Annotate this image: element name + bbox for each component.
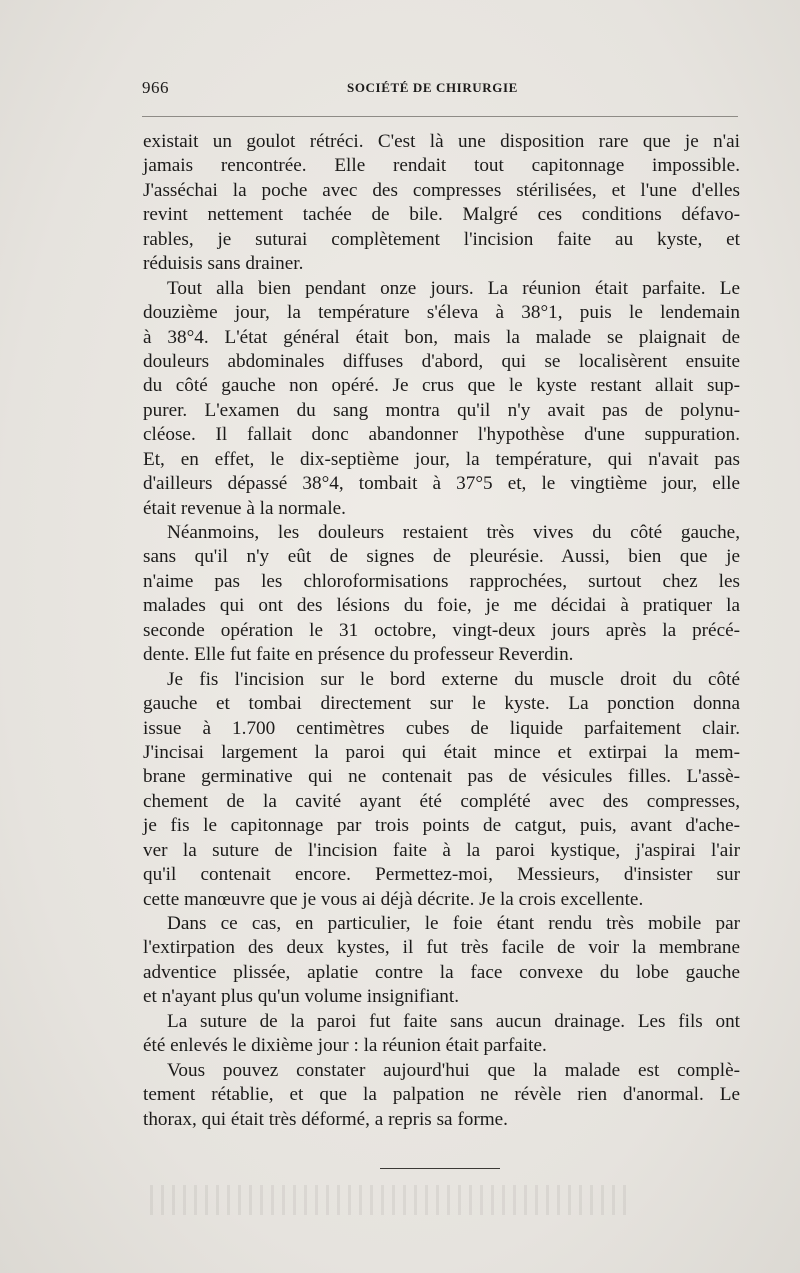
text-line: gauche et tombai directement sur le kyste. La ponction donna bbox=[143, 693, 740, 715]
header-rule bbox=[142, 116, 738, 117]
journal-title: SOCIÉTÉ DE CHIRURGIE bbox=[347, 80, 518, 95]
text-line: issue à 1.700 centimètres cubes de liquide parfaitement clair. bbox=[143, 717, 740, 739]
text-line: l'extirpation des deux kystes, il fut très facile de voir la membrane bbox=[143, 937, 740, 959]
text-line: thorax, qui était très déformé, a repris sa forme. bbox=[143, 1108, 508, 1130]
text-line: tement rétablie, et que la palpation ne révèle rien d'anormal. Le bbox=[143, 1084, 740, 1106]
text-line: je fis le capitonnage par trois points de catgut, puis, avant d'ache- bbox=[143, 815, 740, 837]
text-line: du côté gauche non opéré. Je crus que le kyste restant allait sup- bbox=[143, 375, 740, 397]
text-line: réduisis sans drainer. bbox=[143, 253, 304, 275]
text-line: purer. L'examen du sang montra qu'il n'y avait pas de polynu- bbox=[143, 399, 740, 421]
text-line: revint nettement tachée de bile. Malgré ces conditions défavo- bbox=[143, 204, 740, 226]
text-line: Dans ce cas, en particulier, le foie étant rendu très mobile par bbox=[167, 913, 740, 934]
text-line: était revenue à la normale. bbox=[143, 497, 346, 519]
text-line: à 38°4. L'état général était bon, mais la malade se plaignait de bbox=[143, 326, 740, 348]
text-line: La suture de la paroi fut faite sans aucun drainage. Les fils ont bbox=[167, 1010, 740, 1032]
text-line: rables, je suturai complètement l'incision faite au kyste, et bbox=[143, 228, 740, 250]
text-line: et n'ayant plus qu'un volume insignifiant. bbox=[143, 986, 460, 1008]
text-line: sans qu'il n'y eût de signes de pleurésie. Aussi, bien que je bbox=[143, 546, 740, 568]
text-line: Je fis l'incision sur le bord externe du muscle droit du côté bbox=[167, 668, 740, 690]
text-line: J'incisai largement la paroi qui était mince et extirpai la mem- bbox=[143, 741, 740, 763]
text-line: existait un goulot rétréci. C'est là une disposition rare que je n'ai bbox=[143, 131, 740, 152]
text-line: adventice plissée, aplatie contre la face convexe du lobe gauche bbox=[143, 961, 740, 983]
text-line: dente. Elle fut faite en présence du professeur Reverdin. bbox=[143, 644, 574, 666]
text-line: cléose. Il fallait donc abandonner l'hypothèse d'une suppuration. bbox=[143, 424, 740, 446]
show-through-texture bbox=[150, 1185, 630, 1215]
end-rule bbox=[380, 1168, 500, 1169]
text-line: brane germinative qui ne contenait pas de vésicules filles. L'assè- bbox=[143, 766, 740, 788]
text-line: qu'il contenait encore. Permettez-moi, Messieurs, d'insister sur bbox=[143, 864, 740, 886]
running-head bbox=[142, 78, 738, 102]
text-line: malades qui ont des lésions du foie, je me décidai à pratiquer la bbox=[143, 595, 740, 617]
text-line: douleurs abdominales diffuses d'abord, qui se localisèrent ensuite bbox=[143, 350, 740, 372]
text-line: seconde opération le 31 octobre, vingt-deux jours après la précé- bbox=[143, 619, 740, 641]
text-line: Tout alla bien pendant onze jours. La réunion était parfaite. Le bbox=[167, 277, 740, 299]
text-line: Néanmoins, les douleurs restaient très vives du côté gauche, bbox=[167, 522, 740, 543]
text-line: Et, en effet, le dix-septième jour, la température, qui n'avait pas bbox=[143, 448, 740, 470]
text-line: d'ailleurs dépassé 38°4, tombait à 37°5 et, le vingtième jour, elle bbox=[143, 473, 740, 495]
text-line: cette manœuvre que je vous ai déjà décrite. Je la crois excellente. bbox=[143, 888, 644, 910]
text-line: chement de la cavité ayant été complété avec des compresses, bbox=[143, 790, 740, 812]
text-line: n'aime pas les chloroformisations rapprochées, surtout chez les bbox=[143, 570, 740, 592]
page-number: 966 bbox=[142, 78, 169, 97]
text-line: J'asséchai la poche avec des compresses stérilisées, et l'une d'elles bbox=[143, 179, 740, 201]
text-line: douzième jour, la température s'éleva à 38°1, puis le lendemain bbox=[143, 302, 740, 324]
text-line: été enlevés le dixième jour : la réunion était parfaite. bbox=[143, 1035, 547, 1057]
text-line: Vous pouvez constater aujourd'hui que la malade est complè- bbox=[167, 1059, 740, 1081]
text-line: ver la suture de l'incision faite à la paroi kystique, j'aspirai l'air bbox=[143, 839, 740, 861]
body-text bbox=[143, 130, 740, 1132]
text-line: jamais rencontrée. Elle rendait tout capitonnage impossible. bbox=[143, 155, 740, 177]
